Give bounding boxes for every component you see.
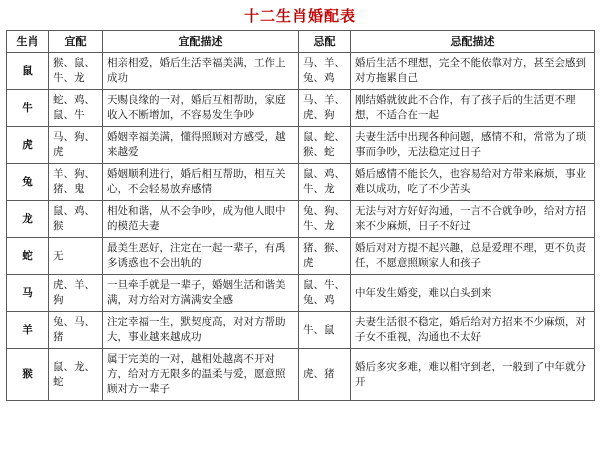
page-title: 十二生肖婚配表 bbox=[243, 7, 356, 25]
cell-good-match: 鼠、鸡、猴 bbox=[49, 201, 103, 238]
table-row bbox=[7, 312, 595, 349]
cell-good-match: 鼠、龙、蛇 bbox=[49, 349, 103, 401]
table-row bbox=[7, 127, 595, 164]
column-header-bad-desc: 忌配描述 bbox=[351, 31, 595, 53]
cell-bad-desc: 婚后感情不能长久，也容易给对方带来麻烦，事业难以成功，吃了不少苦头 bbox=[351, 164, 595, 201]
cell-good-desc: 天赐良缘的一对，婚后互相帮助，家庭收入不断增加，不容易发生争吵 bbox=[103, 90, 299, 127]
table-row bbox=[7, 53, 595, 90]
table-row bbox=[7, 201, 595, 238]
cell-bad-desc: 婚后对对方提不起兴趣，总是爱理不理，更不负责任，不愿意照顾家人和孩子 bbox=[351, 238, 595, 275]
cell-bad-match: 牛、鼠 bbox=[299, 312, 351, 349]
cell-good-desc: 婚姻幸福美满，懂得照顾对方感受，越来越爱 bbox=[103, 127, 299, 164]
cell-sign: 牛 bbox=[7, 90, 49, 127]
cell-bad-desc: 刚结婚就彼此不合作，有了孩子后的生活更不理想，不适合在一起 bbox=[351, 90, 595, 127]
column-header-good-match: 宜配 bbox=[49, 31, 103, 53]
cell-good-desc: 属于完美的一对，越相处越离不开对方，给对方无限多的温柔与爱，愿意照顾对方一辈子 bbox=[103, 349, 299, 401]
cell-bad-desc: 中年发生婚变，难以白头到来 bbox=[351, 275, 595, 312]
cell-bad-match: 马、羊、虎、狗 bbox=[299, 90, 351, 127]
cell-bad-match: 鼠、牛、兔、鸡 bbox=[299, 275, 351, 312]
cell-good-desc: 一旦牵手就是一辈子，婚姻生活和谐美满，对方给对方满满安全感 bbox=[103, 275, 299, 312]
table-row bbox=[7, 238, 595, 275]
cell-bad-desc: 夫妻生活中出现各种问题，感情不和，常常为了琐事而争吵，无法稳定过日子 bbox=[351, 127, 595, 164]
cell-sign: 鼠 bbox=[7, 53, 49, 90]
cell-bad-match: 猪、猴、虎 bbox=[299, 238, 351, 275]
table-row bbox=[7, 90, 595, 127]
cell-sign: 蛇 bbox=[7, 238, 49, 275]
cell-good-desc: 注定幸福一生，默契度高，对对方帮助大，事业越来越成功 bbox=[103, 312, 299, 349]
column-header-bad-match: 忌配 bbox=[299, 31, 351, 53]
cell-sign: 猴 bbox=[7, 349, 49, 401]
cell-sign: 马 bbox=[7, 275, 49, 312]
cell-good-match: 马、狗、虎 bbox=[49, 127, 103, 164]
cell-good-match: 蛇、鸡、鼠、牛 bbox=[49, 90, 103, 127]
cell-good-match: 兔、马、猪 bbox=[49, 312, 103, 349]
cell-good-desc: 婚姻顺利进行，婚后相互帮助，相互关心，不会轻易放弃感情 bbox=[103, 164, 299, 201]
cell-bad-desc: 婚后生活不理想，完全不能依靠对方，甚至会感到对方拖累自己 bbox=[351, 53, 595, 90]
table-row bbox=[7, 349, 595, 401]
cell-sign: 兔 bbox=[7, 164, 49, 201]
cell-bad-desc: 夫妻生活很不稳定，婚后给对方招来不少麻烦，对子女不重视，沟通也不太好 bbox=[351, 312, 595, 349]
table-row bbox=[7, 164, 595, 201]
cell-bad-match: 兔、狗、牛、龙 bbox=[299, 201, 351, 238]
cell-good-match: 无 bbox=[49, 238, 103, 275]
zodiac-compatibility-table bbox=[6, 30, 595, 401]
cell-good-match: 猴、鼠、牛、龙 bbox=[49, 53, 103, 90]
cell-bad-match: 马、羊、兔、鸡 bbox=[299, 53, 351, 90]
cell-bad-match: 虎、猪 bbox=[299, 349, 351, 401]
cell-bad-desc: 婚后多灾多难，难以相守到老，一般到了中年就分开 bbox=[351, 349, 595, 401]
column-header-sign: 生肖 bbox=[7, 31, 49, 53]
cell-good-match: 羊、狗、猪、鬼 bbox=[49, 164, 103, 201]
cell-sign: 龙 bbox=[7, 201, 49, 238]
cell-sign: 羊 bbox=[7, 312, 49, 349]
cell-good-match: 虎、羊、狗 bbox=[49, 275, 103, 312]
cell-bad-match: 鼠、蛇、猴、蛇 bbox=[299, 127, 351, 164]
cell-good-desc: 相处和谐，从不会争吵，成为他人眼中的模范夫妻 bbox=[103, 201, 299, 238]
table-row bbox=[7, 275, 595, 312]
table-header-row bbox=[7, 31, 595, 53]
cell-bad-desc: 无法与对方好好沟通，一言不合就争吵，给对方招来不少麻烦，日子不好过 bbox=[351, 201, 595, 238]
cell-good-desc: 最美生恶好，注定在一起一辈子，有禹多诱惑也不会出轨的 bbox=[103, 238, 299, 275]
cell-good-desc: 相亲相爱，婚后生活幸福美满，工作上成功 bbox=[103, 53, 299, 90]
column-header-good-desc: 宜配描述 bbox=[103, 31, 299, 53]
cell-sign: 虎 bbox=[7, 127, 49, 164]
cell-bad-match: 鼠、鸡、牛、龙 bbox=[299, 164, 351, 201]
